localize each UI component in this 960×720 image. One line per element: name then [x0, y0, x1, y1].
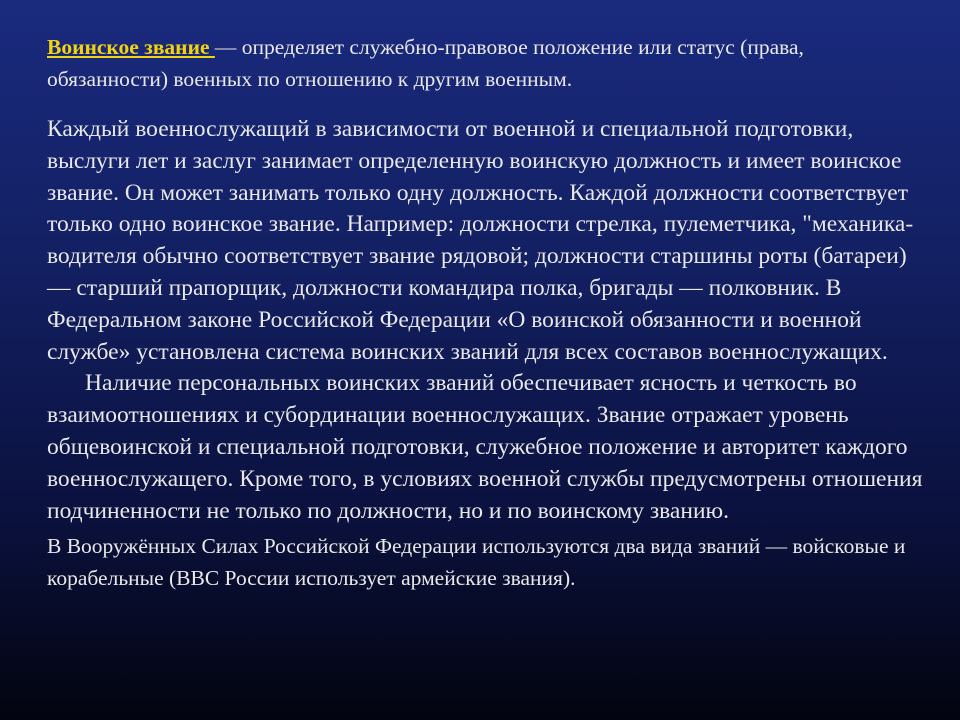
definition-text: — определяет служебно-правовое положение или статус (права, обязанности) военных по отношению к другим военным. — [47, 35, 804, 91]
definition-paragraph — [47, 32, 927, 95]
paragraph-rank-types: В Вооружённых Силах Российской Федерации используются два вида званий — войсковые и корабельные (ВВС России использует армейские звания). — [47, 534, 906, 590]
paragraph-ranks-clarity: Наличие персональных воинских званий обеспечивает ясность и четкость во взаимоотношениях и субординации военнослужащих. Звание отражает уровень общевоинской и специальной подготовки, служебное положение и авторитет каждого военнослужащего. Кроме того, в условиях военной службы предусмотрены отношения подчиненности не только по должности, но и по воинскому званию. — [47, 370, 923, 524]
slide-content — [47, 32, 927, 594]
paragraph-positions: Каждый военнослужащий в зависимости от военной и специальной подготовки, выслуги лет и заслуг занимает определенную воинскую должность и имеет воинское звание. Он может занимать только одну должность. Каждой должности соответствует только одно воинское звание. Например: должности стрелка, пулеметчика, "механика-водителя обычно соответствует звание рядовой; должности старшины роты (батареи) — старший прапорщик, должности командира полка, бригады — полковник. В Федеральном законе Российской Федерации «О воинской обязанности и военной службе» установлена система воинских званий для всех составов военнослужащих. — [47, 116, 914, 365]
term-military-rank: Воинское звание — [47, 35, 215, 59]
